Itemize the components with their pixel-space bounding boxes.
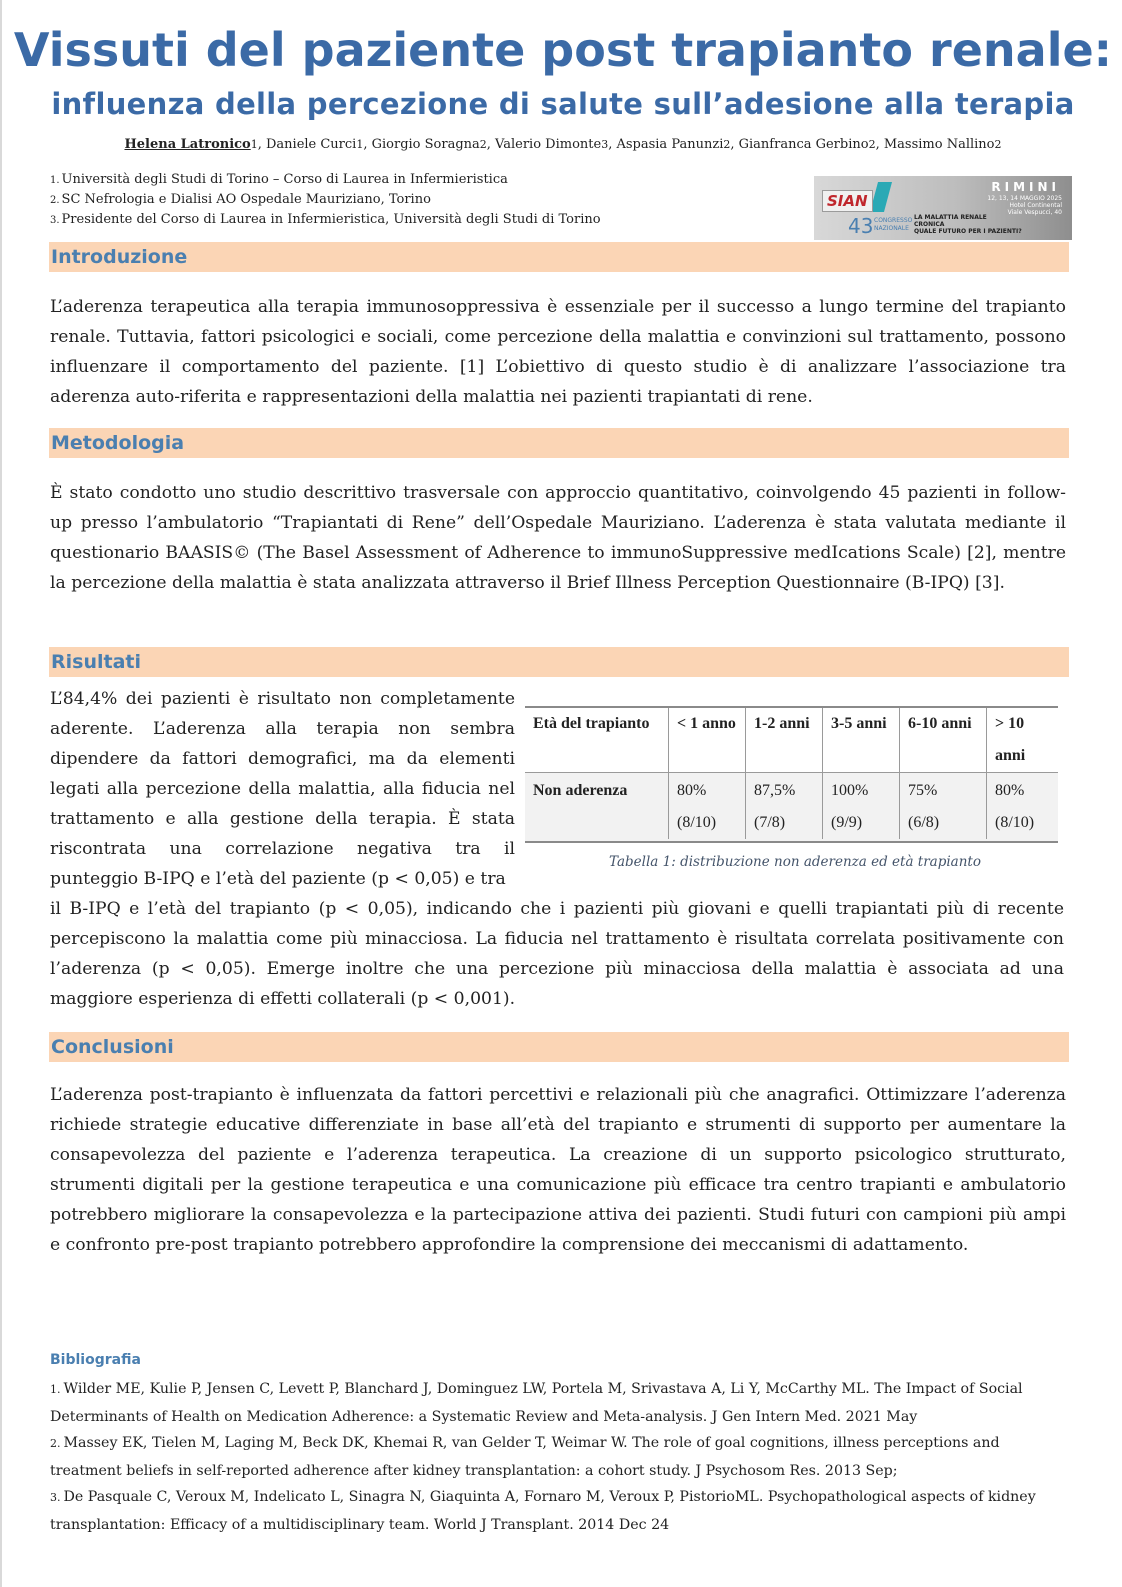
congress-dates: 12, 13, 14 MAGGIO 2025 Hotel Continental Viale Vespucci, 40 <box>987 195 1062 216</box>
bibliography-item: 3. De Pasquale C, Veroux M, Indelicato L, Sinagra N, Giaquinta A, Fornaro M, Veroux P, PistorioML. Psychopathological aspects of kidney transplantation: Efficacy of a multidisciplinary team. World J Transplant. 2014 Dec 24 <box>50 1489 1036 1533</box>
method-text: È stato condotto uno studio descrittivo trasversale con approccio quantitativo, coinvolgendo 45 pazienti in follow- up presso l’ambulatorio “Trapiantati di Rene” dell’Ospedale Mauriziano. L’aderenza è stata valutata mediante il questionario BAASIS© (The Basel Assessment of Adherence to immunoSuppressive medIcations Scale) [2], mentre la percezione della malattia è stata analizzata attraverso il Brief Illness Perception Questionnaire (B-IPQ) [3]. <box>50 483 1066 593</box>
table-row <box>525 773 1058 840</box>
table-header-cell: 3-5 anni <box>823 708 900 773</box>
results-text-left: L’84,4% dei pazienti è risultato non completamente aderente. L’aderenza alla terapia non sembra dipendere da fattori demografici, ma da elementi legati alla percezione della malattia, alla fiducia nel trattamento e alla gestione della terapia. È stata riscontrata una correlazione negativa tra il punteggio B-IPQ e l’età del paziente (p < 0,05) e tra <box>50 689 515 889</box>
author-name: Gianfranca Gerbino <box>738 137 869 152</box>
congress-logo <box>814 176 1072 240</box>
section-heading-method: Metodologia <box>49 428 1069 458</box>
affiliation-item: 2. SC Nefrologia e Dialisi AO Ospedale Mauriziano, Torino <box>50 192 431 207</box>
author-affiliation: 2 <box>994 138 1002 151</box>
table-cell: 100% (9/9) <box>823 773 900 840</box>
table-row-label: Non aderenza <box>533 782 628 799</box>
author-affiliation: 3 <box>601 138 609 151</box>
table-cell: 80% (8/10) <box>669 773 746 840</box>
bibliography-title: Bibliografia <box>50 1352 141 1368</box>
bibliography-item: 2. Massey EK, Tielen M, Laging M, Beck DK, Khemai R, van Gelder T, Weimar W. The role of goal cognitions, illness perceptions and treatment beliefs in self-reported adherence after kidney transplantation: a cohort study. J Psychosom Res. 2013 Sep; <box>50 1435 1000 1479</box>
table-header-cell: 1-2 anni <box>746 708 823 773</box>
results-text-full: il B-IPQ e l’età del trapianto (p < 0,05), indicando che i pazienti più giovani e quelli trapiantati più di recente percepiscono la malattia come più minacciosa. La fiducia nel trattamento è risultata correlata positivamente con l’aderenza (p < 0,05). Emerge inoltre che una percezione più minacciosa della malattia è associata ad una maggiore esperienza di effetti collaterali (p < 0,001). <box>50 899 1064 1009</box>
affiliation-item: 1. Università degli Studi di Torino – Corso di Laurea in Infermieristica <box>50 172 508 187</box>
affiliation-item: 3. Presidente del Corso di Laurea in Infermieristica, Università degli Studi di Torino <box>50 212 601 227</box>
table-header-cell: > 10 anni <box>987 708 1059 773</box>
poster-subtitle: influenza della percezione di salute sull’adesione alla terapia <box>51 87 1075 121</box>
table-caption: Tabella 1: distribuzione non aderenza ed età trapianto <box>609 854 981 870</box>
author-affiliation: 2 <box>868 138 876 151</box>
logo-accent <box>870 182 892 212</box>
bibliography-list <box>50 1376 1064 1538</box>
conclusions-text: L’aderenza post-trapianto è influenzata da fattori percettivi e relazionali più che anagrafici. Ottimizzare l’aderenza richiede strategie educative differenziate in base all’età del trapianto e strumenti di supporto per aumentare la consapevolezza del paziente e l’aderenza terapeutica. La creazione di un supporto psicologico strutturato, strumenti digitali per la gestione terapeutica e una comunicazione più efficace tra centro trapianti e ambulatorio potrebbero migliorare la consapevolezza e la partecipazione attiva dei pazienti. Studi futuri con campioni più ampi e confronto pre-post trapianto potrebbero approfondire la comprensione dei meccanismi di adattamento. <box>50 1085 1066 1255</box>
table-header-cell: < 1 anno <box>669 708 746 773</box>
table-header-cell: 6-10 anni <box>900 708 987 773</box>
congress-city: RIMINI <box>991 180 1060 194</box>
table-header-row <box>525 708 1058 773</box>
congress-number: 43 <box>848 214 874 238</box>
author-affiliation: 2 <box>723 138 731 151</box>
congress-theme: LA MALATTIA RENALE CRONICA QUALE FUTURO PER I PAZIENTI? <box>914 214 1022 235</box>
table-header-cell: Età del trapianto <box>525 708 669 773</box>
author-name: Daniele Curci <box>265 137 357 152</box>
section-heading-conclusions: Conclusioni <box>49 1032 1069 1062</box>
results-table <box>525 706 1058 843</box>
author-list: Helena Latronico1, Daniele Curci1, Giorgio Soragna2, Valerio Dimonte3, Aspasia Panunzi2, Gianfranca Gerbino2, Massimo Nallino2 <box>124 137 1002 152</box>
intro-text: L’aderenza terapeutica alla terapia immunosoppressiva è essenziale per il successo a lungo termine del trapianto renale. Tuttavia, fattori psicologici e sociali, come percezione della malattia e convinzioni sul trattamento, possono influenzare il comportamento del paziente. [1] L’obiettivo di questo studio è di analizzare l’associazione tra aderenza auto-riferita e rappresentazioni della malattia nei pazienti trapiantati di rene. <box>50 297 1066 407</box>
author-name: Valerio Dimonte <box>495 137 602 152</box>
author-affiliation: 1 <box>356 138 364 151</box>
congress-label: CONGRESSO NAZIONALE <box>874 217 913 232</box>
table-cell: 87,5% (7/8) <box>746 773 823 840</box>
poster-title: Vissuti del paziente post trapianto renale: <box>13 23 1113 77</box>
author-name: Giorgio Soragna <box>371 137 480 152</box>
author-name: Helena Latronico <box>124 137 251 152</box>
affiliations <box>50 170 601 230</box>
sian-logo: SIAN <box>822 190 873 212</box>
bibliography-item: 1. Wilder ME, Kulie P, Jensen C, Levett P, Blanchard J, Dominguez LW, Portela M, Srivastava A, Li Y, McCarthy ML. The Impact of Social Determinants of Health on Medication Adherence: a Systematic Review and Meta-analysis. J Gen Intern Med. 2021 May <box>50 1381 1023 1425</box>
author-affiliation: 1 <box>250 138 258 151</box>
table-cell: 80% (8/10) <box>987 773 1059 840</box>
section-heading-intro: Introduzione <box>49 242 1069 272</box>
section-heading-results: Risultati <box>49 647 1069 677</box>
table-cell: 75% (6/8) <box>900 773 987 840</box>
author-name: Aspasia Panunzi <box>616 137 724 152</box>
author-name: Massimo Nallino <box>883 137 995 152</box>
author-affiliation: 2 <box>479 138 487 151</box>
